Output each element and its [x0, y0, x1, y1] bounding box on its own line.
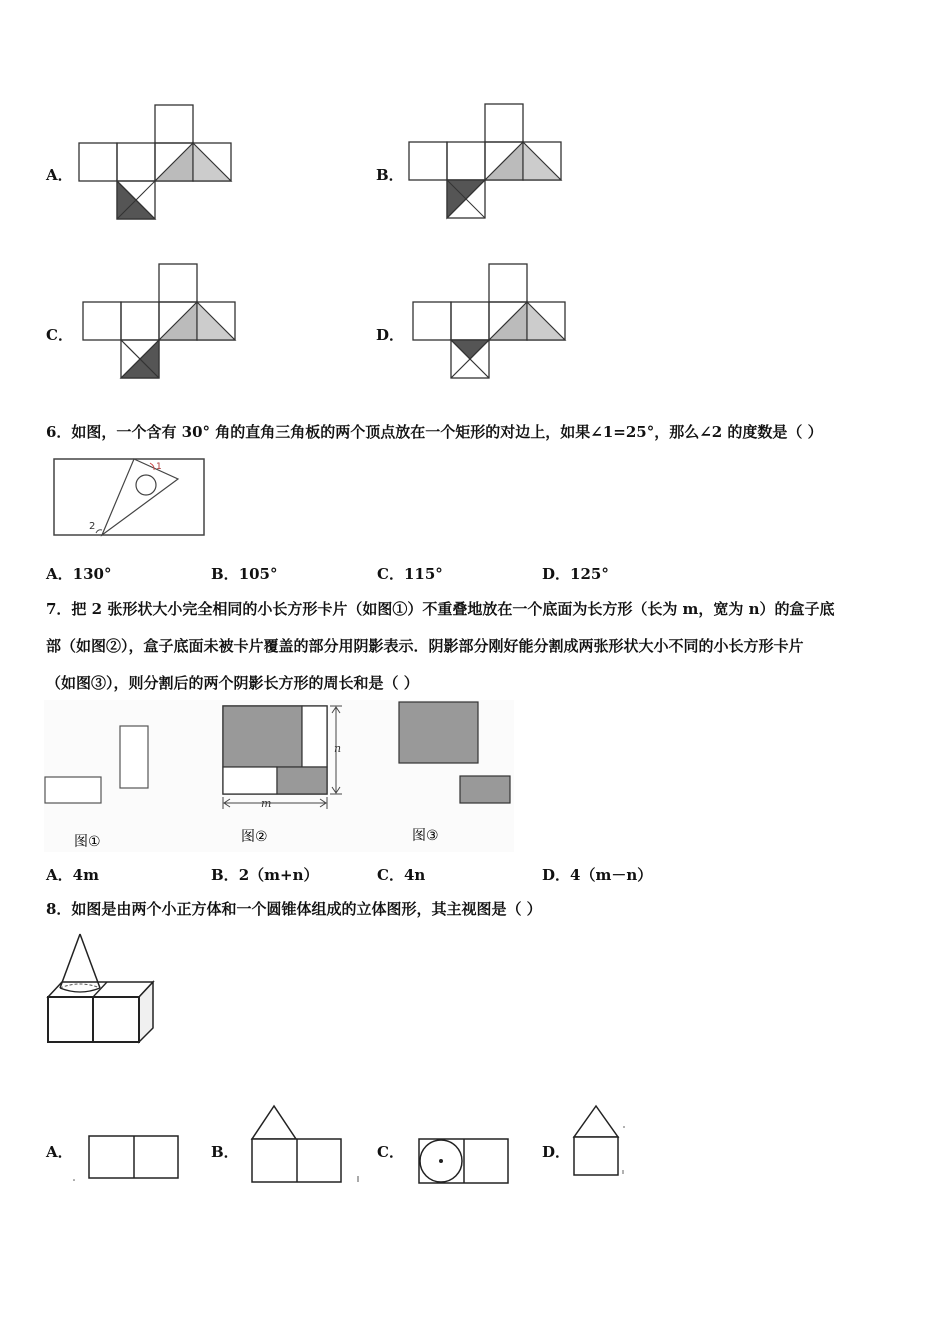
option-letter: C． — [46, 326, 73, 344]
option-letter: B． — [211, 565, 239, 583]
figure-2-caption: 图② — [241, 829, 268, 845]
option-text: 4n — [403, 866, 426, 884]
q7-option-d[interactable] — [542, 864, 652, 885]
q6-option-b[interactable] — [211, 563, 278, 584]
option-letter: B． — [376, 166, 404, 184]
q8-option-a-figure — [72, 1134, 182, 1184]
option-text: 4m — [72, 866, 99, 884]
q7-figures — [44, 700, 514, 852]
option-letter: D． — [542, 565, 571, 583]
q8-solid-figure — [46, 932, 158, 1046]
cube-net-c-figure — [82, 263, 240, 381]
q7-option-b[interactable] — [211, 864, 318, 885]
cube-net-b-figure — [408, 103, 566, 221]
option-letter: D． — [542, 1143, 571, 1161]
q6-rectangle-triangle-figure — [52, 457, 208, 537]
option-text: 4（m－n） — [570, 866, 653, 884]
angle-2-label: 2 — [89, 521, 96, 532]
q8-option-c-figure — [417, 1136, 511, 1188]
option-text: 115° — [403, 565, 443, 583]
option-letter: D． — [542, 866, 571, 884]
angle-1-label: 1 — [156, 462, 162, 472]
cube-net-a-figure — [78, 104, 234, 222]
label-m: m — [261, 797, 272, 810]
option-letter: C． — [377, 866, 404, 884]
q6-option-a[interactable] — [46, 563, 111, 584]
option-letter: C． — [377, 1143, 404, 1161]
option-text: 2（m+n） — [238, 866, 319, 884]
option-letter: B． — [211, 1143, 239, 1161]
option-letter: D． — [376, 326, 405, 344]
q8-stem: 8．如图是由两个小正方体和一个圆锥体组成的立体图形，其主视图是（ ） — [46, 900, 542, 918]
option-text: 105° — [238, 565, 278, 583]
q8-option-d-figure — [572, 1104, 628, 1178]
option-letter: B． — [211, 866, 239, 884]
q6-option-d[interactable] — [542, 563, 609, 584]
q7-option-a[interactable] — [46, 864, 99, 885]
option-letter: C． — [377, 565, 404, 583]
q7-stem-line2: 部（如图②），盒子底面未被卡片覆盖的部分用阴影表示．阴影部分刚好能分割成两张形状大小不同的小长方形卡片 — [46, 637, 804, 655]
label-n: n — [334, 742, 342, 755]
q7-stem-line1: 7．把 2 张形状大小完全相同的小长方形卡片（如图①）不重叠地放在一个底面为长方形（长为 m，宽为 n）的盒子底 — [46, 600, 835, 618]
option-letter: A． — [46, 1143, 73, 1161]
q7-stem-line3: （如图③），则分割后的两个阴影长方形的周长和是（ ） — [46, 674, 419, 692]
option-letter: A． — [46, 565, 73, 583]
q6-option-c[interactable] — [377, 563, 443, 584]
option-letter: A． — [46, 166, 73, 184]
option-text: 130° — [72, 565, 112, 583]
cube-net-d-figure — [412, 263, 570, 381]
q8-option-b-figure — [250, 1104, 364, 1186]
option-text: 125° — [570, 565, 609, 583]
q7-option-c[interactable] — [377, 864, 425, 885]
q6-stem: 6．如图，一个含有 30° 角的直角三角板的两个顶点放在一个矩形的对边上，如果∠1=25°，那么∠2 的度数是（ ） — [46, 423, 823, 441]
option-letter: A． — [46, 866, 73, 884]
figure-3-caption: 图③ — [412, 828, 439, 844]
figure-1-caption: 图① — [74, 834, 101, 850]
